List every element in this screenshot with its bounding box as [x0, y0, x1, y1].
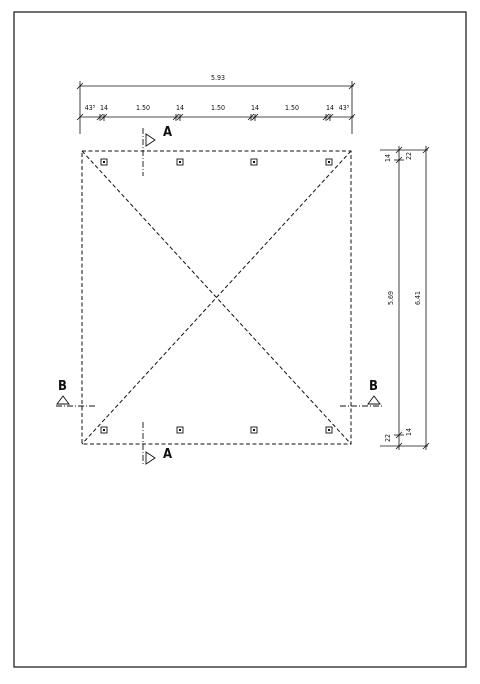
dim-seg-9: 43⁵	[338, 104, 350, 112]
section-b-left-label: B	[58, 379, 67, 394]
dim-seg-5: 1.50	[210, 104, 226, 112]
dim-overall-width: 5.93	[210, 74, 226, 82]
dim-seg-6: 14	[250, 104, 260, 112]
posts-top-row	[101, 159, 332, 165]
section-a-bottom-label: A	[163, 447, 173, 462]
section-a-top-label: A	[163, 125, 173, 140]
dim-right-bottom-14: 14	[405, 427, 413, 437]
dim-right-top-14: 14	[384, 153, 392, 163]
section-b-right-label: B	[369, 379, 378, 394]
dim-right-bottom-22: 22	[384, 433, 392, 443]
dim-seg-3: 1.50	[135, 104, 151, 112]
dim-right-top-22: 22	[405, 151, 413, 161]
dim-seg-8: 14	[325, 104, 335, 112]
dim-seg-7: 1.50	[284, 104, 300, 112]
section-b-left-marker	[56, 396, 97, 406]
dim-seg-1: 43⁵	[84, 104, 96, 112]
dim-outer-height: 6.41	[414, 290, 422, 306]
dim-inner-height: 5.69	[387, 290, 395, 306]
posts-bottom-row	[101, 427, 332, 433]
section-b-right-marker	[340, 396, 384, 406]
sheet-border	[14, 12, 466, 667]
section-a-top-marker	[143, 128, 155, 176]
dim-seg-2: 14	[99, 104, 109, 112]
dim-seg-4: 14	[175, 104, 185, 112]
